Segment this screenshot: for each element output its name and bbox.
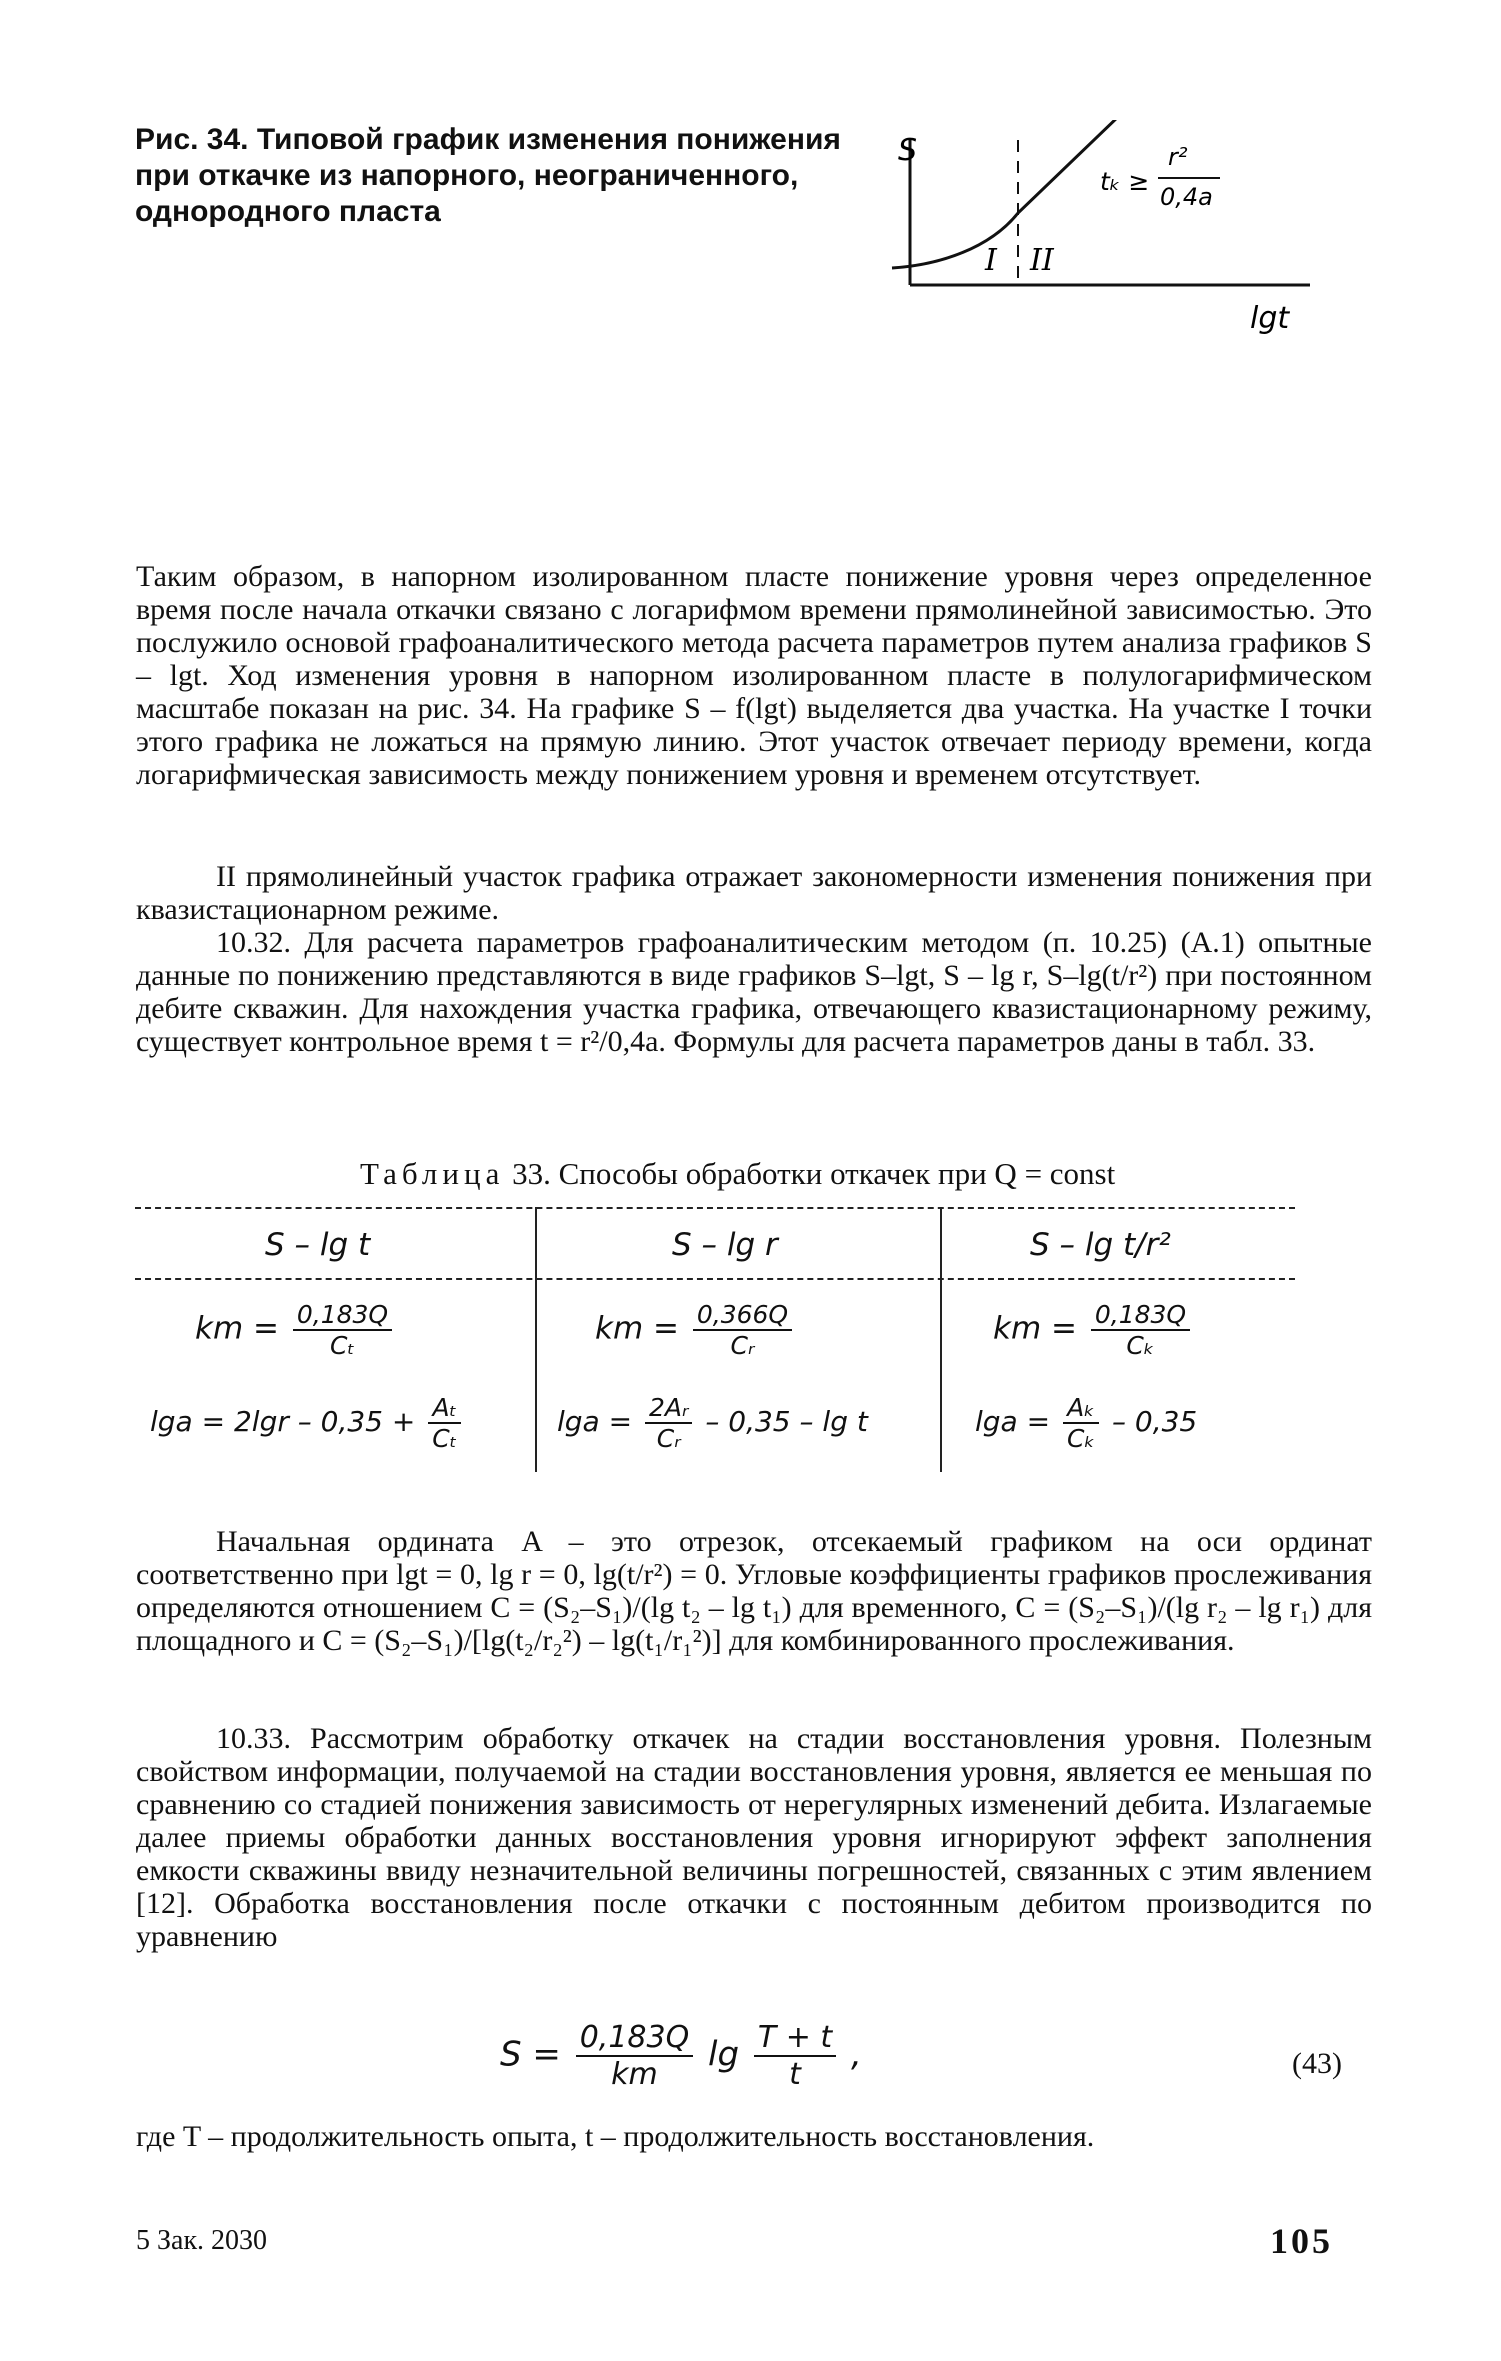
km-lhs: km = [595,1310,679,1347]
table-header-rule [135,1278,1295,1280]
lga-lhs: lga = 2lgr – 0,35 + [150,1405,416,1438]
equation-tail: , [850,2034,862,2075]
table-header-2: S – lg r [672,1227,778,1263]
lga-fraction: $\frac{\text{Aₜ}}{\text{Cₜ}}$ [428,1393,461,1453]
drawdown-curve [892,120,1120,268]
zone-1-label: I [985,243,997,278]
page-number: 105 [1270,2221,1333,2261]
equation-43 [500,2020,862,2092]
paragraph-1: Таким образом, в напорном изолированном пласте понижение уровня через определенное время после начала откачки связано с логарифмом времени прямолинейной зависимостью. Это послужило основой графоаналитического метода расчета параметров путем анализа графиков S – lgt. Ход изменения уровня в напорном изолированном пласте в полулогарифмическом масштабе показан на рис. 34. На графике S – f(lgt) выделяется два участка. На участке I точки этого графика не ложаться на прямую линию. Этот участок отвечает периоду времени, когда логарифмическая зависимость между понижением уровня и временем отсутствует. [136,560,1372,791]
zone-2-label: II [1030,243,1054,278]
lga-lhs: lga = [975,1405,1051,1438]
lga-fraction: $\frac{\text{Aₖ}}{\text{Cₖ}}$ [1063,1393,1099,1453]
condition-lhs: tₖ ≥ [1100,167,1150,196]
km-fraction: $\frac{0,366Q}{\text{Cᵣ}}$ [693,1300,792,1360]
condition-denominator: 0,4a [1160,183,1213,211]
lga-rhs: – 0,35 [1112,1405,1198,1438]
equation-fraction-2: $\frac{T + t}{t}$ [754,2020,836,2092]
table-column-divider-2 [940,1207,942,1472]
footer-order-number: 5 Зак. 2030 [136,2225,268,2256]
lga-rhs: – 0,35 – lg t [705,1405,868,1438]
lga-lhs: lga = [557,1405,633,1438]
equation-fraction-1: $\frac{0,183Q}{km}$ [576,2020,694,2092]
figure-caption: Рис. 34. Типовой график изменения понижения при откачке из напорного, неограниченного, однородного пласта [135,123,841,228]
paragraph-5: 10.33. Рассмотрим обработку откачек на стадии восстановления уровня. Полезным свойством информации, получаемой на стадии восстановления уровня, является ее меньшая по сравнению со стадией понижения зависимость от нерегулярных изменений дебита. Излагаемые далее приемы обработки данных восстановления уровня игнорируют эффект заполнения емкости скважины ввиду незначительной величины погрешностей, связанных с этим явлением [12]. Обработка восстановления после откачки с постоянным дебитом производится по уравнению [136,1722,1372,1953]
table-title [360,1156,1115,1192]
km-fraction: $\frac{0,183Q}{\text{Cₖ}}$ [1091,1300,1190,1360]
km-fraction: $\frac{0,183Q}{\text{Cₜ}}$ [293,1300,392,1360]
lga-fraction: $\frac{\text{2Aᵣ}}{\text{Cᵣ}}$ [645,1393,692,1453]
table-cell-r1c2 [595,1300,796,1360]
paragraph-3: 10.32. Для расчета параметров графоаналитическим методом (п. 10.25) (А.1) опытные данные по понижению представляются в виде графиков S–lgt, S – lg r, S–lg(t/r²) при постоянном дебите скважин. Для нахождения участка графика, отвечающего квазистационарному режиму, существует контрольное время t = r²/0,4a. Формулы для расчета параметров даны в табл. 33. [136,926,1372,1058]
equation-log: lg [708,2034,740,2075]
table-header-3: S – lg t/r² [1030,1227,1171,1263]
table-header-1: S – lg t [265,1227,371,1263]
paragraph-4: Начальная ордината A – это отрезок, отсекаемый графиком на оси ординат соответственно при lgt = 0, lg r = 0, lg(t/r²) = 0. Угловые коэффициенты графиков прослеживания определяются отношением C = (S₂–S₁)/(lg t₂ – lg t₁) для временного, C = (S₂–S₁)/(lg r₂ – lg r₁) для площадного и C = (S₂–S₁)/[lg(t₂/r₂²) – lg(t₁/r₁²)] для комбинированного прослеживания. [136,1525,1372,1657]
table-cell-r2c1 [150,1393,465,1453]
equation-number: (43) [1292,2047,1342,2080]
where-line: где T – продолжительность опыта, t – продолжительность восстановления. [136,2120,1095,2153]
x-axis-label: lgt [1250,301,1290,336]
km-lhs: km = [993,1310,1077,1347]
equation-lhs: S = [500,2034,561,2075]
table-cell-r2c2 [557,1393,868,1453]
km-lhs: km = [195,1310,279,1347]
drawdown-graph [880,120,1340,490]
condition-numerator: r² [1168,143,1188,171]
table-cell-r1c3 [993,1300,1194,1360]
table-column-divider-1 [535,1207,537,1472]
paragraph-2: II прямолинейный участок графика отражает закономерности изменения понижения при квазистационарном режиме. [136,860,1372,926]
table-top-rule [135,1207,1295,1209]
table-cell-r1c1 [195,1300,396,1360]
table-title-prefix: Таблица [360,1156,505,1191]
y-axis-label: S [898,133,918,168]
table-title-rest: 33. Способы обработки откачек при Q = const [512,1156,1116,1191]
table-cell-r2c3 [975,1393,1197,1453]
